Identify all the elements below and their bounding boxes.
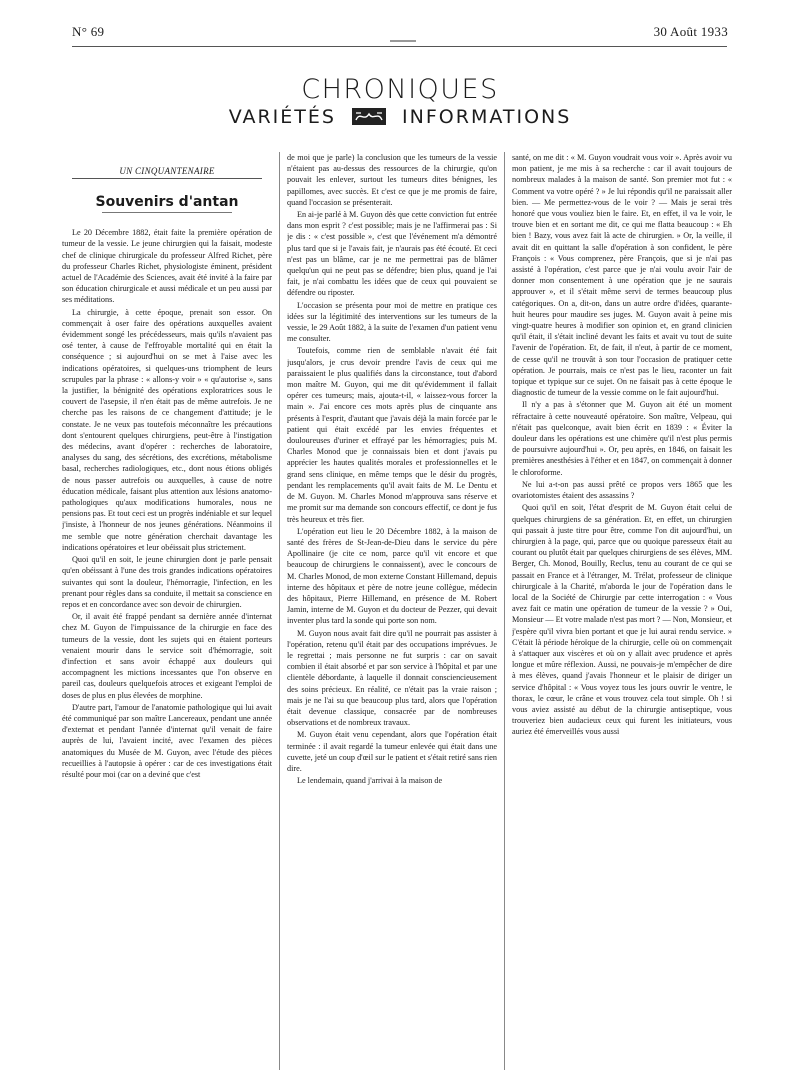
paragraph: Ne lui a-t-on pas aussi prêté ce propos vers 1865 que les ovariotomistes étaient des assassins ?: [512, 479, 732, 501]
masthead-subtitle-right: INFORMATIONS: [402, 106, 572, 128]
paragraph: L'opération eut lieu le 20 Décembre 1882, à la maison de santé des frères de St-Jean-de-Dieu dans le service du père Apollinaire (je cite ce nom, parce qu'il vit encore et que beaucoup de chirurgiens le connaissent), avec le concours de M. Charles Monod, de mon externe Constant Hillemand, depuis interne des hôpitaux et père de notre jeune collègue, médecin des hôpitaux, Pierre Hillemand, en présence de M. Robert Jamin, interne de M. Guyon et du docteur de Pezzer, qui devait inventer plus tard la sonde qui porte son nom.: [287, 526, 497, 626]
column-divider: [279, 152, 280, 1070]
paragraph: Or, il avait été frappé pendant sa dernière année d'internat chez M. Guyon de l'impuissance de la chirurgie en face des tumeurs de la vessie, dont les sujets qui en étaient porteurs venaient mourir dans le service soit d'hémorragie, soit d'infection et sans avoir échappé aux douleurs qui accompagnent les mictions incessantes que l'on observe en pareil cas, douleurs quelquefois atroces et exigeant l'emploi de doses de plus en plus élevées de morphine.: [62, 612, 272, 700]
paragraph: Toutefois, comme rien de semblable n'avait été fait jusqu'alors, je crus devoir prendre l'avis de ceux qui me paraissaient le plus qualifiés dans la circonstance, tout d'abord mon maître M. Guyon, qui me dit qu'évidemment il fallait opérer ces tumeurs; mais, ajouta-t-il, « laissez-vous forcer la main ». J'ai encore ces mots après plus de cinquante ans présents à l'esprit, d'autant que j'avais déjà la main forcée par le patient qui était excédé par les envies fréquentes et douloureuses d'uriner et effrayé par les hémorragies; puis M. Charles Monod que je connaissais bien et dont j'avais pu apprécier les hautes qualités morales et professionnelles et le grand sens clinique, en même temps que le désir du progrès, pendant les remplacements qu'il avait faits de M. Le Dentu et de M. Guyon. M. Charles Monod m'approuva sans réserve et me promit sur ma demande son concours effectif, ce dont je fus très heureux et très fier.: [287, 346, 497, 524]
section-rule: [72, 178, 262, 179]
paragraph: M. Guyon nous avait fait dire qu'il ne pourrait pas assister à l'opération, retenu qu'il était par des occupations imprévues. Je le regrettai ; mais personne ne fut surpris : car on savait combien il était absorbé et par son service à l'hôpital et par une clientèle débordante, à laquelle il donnait consciencieusement des soins précieux. En réalité, ce n'était pas la vraie raison ; mais je ne l'ai su que beaucoup plus tard, alors que l'opération était devenue classique, consacrée par de nombreuses observations et de nombreux travaux.: [287, 628, 497, 728]
masthead-subtitle: [0, 106, 800, 128]
top-ornament-dash: [390, 40, 416, 42]
paragraph: La chirurgie, à cette époque, prenait son essor. On commençait à oser faire des opérations auxquelles avaient évidemment songé les précédesseurs, mais qu'ils n'avaient pas osé tenter, à cause de l'effroyable mortalité qui en était la conséquence ; si aujourd'hui on se met à l'aise avec les indications opératoires, si quelques-uns triomphent de leurs scrupules par la phrase : « allons-y voir » « qu'autorise », sans la justifier, la bénignité des opérations exploratrices sous le couvert de l'asepsie, il n'en était pas de même autrefois. Je ne cherche pas les raisons de ce changement d'attitude; je le constate. Je ne veux pas toutefois méconnaître les précautions dont s'entourent quelques chirurgiens, peut-être à l'instigation des médecins, avant d'opérer : recherches de laboratoire, analyses du sang, des sécrétions, des excrétions, métabolisme basal, recherches radiologiques, etc., dont nous étions obligés de nous passer autrefois ou auxquelles, à cause de notre éducation médicale, faisant plus attention aux lésions anatomo-pathologiques qu'aux modifications humorales, nous ne pensions pas. Et tout ceci est un progrès indéniable et sur lequel j'insiste, à l'honneur de nos jeunes générations. Néanmoins il me semble que notre génération cherchait davantage les indications opératoires et leur obéissait plus strictement.: [62, 307, 272, 552]
article-title: Souvenirs d'antan: [95, 194, 239, 211]
paragraph: L'occasion se présenta pour moi de mettre en pratique ces idées sur la légitimité des interventions sur les tumeurs de la vessie, le 29 Août 1882, à la suite de l'examen d'un patient venu me consulter.: [287, 300, 497, 344]
paragraph: de moi que je parle) la conclusion que les tumeurs de la vessie n'étaient pas au-dessus des ressources de la chirurgie, qu'on pouvait les enlever, surtout les tumeurs dites bénignes, les papillomes, avec succès. Et c'est ce que je me promis de faire, quand l'occasion se présenterait.: [287, 153, 497, 207]
column-3: [512, 152, 732, 1070]
paragraph: Quoi qu'il en soit, le jeune chirurgien dont je parle pensait qu'en obéissant à l'une des trois grandes indications opératoires suivantes qui sont la douleur, l'hémorragie, l'infection, en les prenant pour règles dans sa conduite, il mettait sa conscience en repos et en concordance avec son devoir de chirurgien.: [62, 555, 272, 609]
paragraph: D'autre part, l'amour de l'anatomie pathologique qui lui avait été communiqué par son maître Lancereaux, pendant une année d'externat et pendant l'année d'internat qu'il venait de faire auprès de lui, l'avaient incité, avec l'examen des pièces anatomiques du Musée de M. Guyon, avec l'étude des pièces recueillies à l'autopsie à opérer : car de ces investigations était résulté pour moi (car on a deviné que c'est: [62, 702, 272, 779]
section-heading: UN CINQUANTENAIRE: [119, 166, 215, 176]
paragraph: M. Guyon était venu cependant, alors que l'opération était terminée : il avait regardé la tumeur enlevée qui était dans une cuvette, jeté un coup d'œil sur le patient et s'était retiré sans rien dire.: [287, 730, 497, 773]
header-rule: [72, 46, 727, 47]
paragraph: santé, on me dit : « M. Guyon voudrait vous voir ». Après avoir vu mon patient, je me mis à sa recherche : car il avait toujours de nombreux malades à la maison de santé. Son premier mot fut : « Comment va votre opéré ? » Je lui répondis qu'il ne paraissait aller bien. — Me permettez-vous de le voir ? — Mais je serai très honoré que vous vouliez bien le faire. Et, en effet, il va le voir, le trouve bien et en sortant me dit, ce qui me flatta beaucoup : « Eh bien ! Bazy, vous avez fait là acte de chirurgien. » Or, la veille, il avait dit en quittant la salle d'opération à son confident, le père François : « Vous comprenez, père François, que si je n'ai pas assisté à l'opération, c'est parce que je n'ai voulu avoir l'air de donner mon consentement à une opération que je ne saurais approuver », et il s'était même servi de termes beaucoup plus catégoriques. On a, dit-on, dans un autre ordre d'idées, quarante-huit heures pour maudire ses juges. M. Guyon avait à peine mis vingt-quatre heures à modifier son opinion et, en grand clinicien qu'il était, il s'était incliné devant les faits et avait vu tout de suite l'avenir de l'opération. Et, de fait, il n'eut, à partir de ce moment, de cesse qu'il ne trouvât à son tour l'occasion de pratiquer cette opération. Je pourrais, mais ce n'est pas le lieu, raconter un fait topique et typique sur ce sujet. On ne faisait pas à cette époque le diagnostic de tumeur de la vessie comme on le fait aujourd'hui.: [512, 153, 732, 398]
paragraph: En ai-je parlé à M. Guyon dès que cette conviction fut entrée dans mon esprit ? c'est possible; mais je ne l'affirmerai pas : Si je dis : « c'est possible », c'est que l'événement m'a démontré plus tard que si je l'avais fait, je n'aurais pas été écouté. Et ceci n'est pas un blâme, car je ne me permettrai pas de blâmer quelqu'un qui ne peut pas se défendre; bien plus, quand je l'ai fait, je n'ai combattu les idées que de ceux qui pouvaient se défendre ou riposter.: [287, 210, 497, 298]
title-rule: [102, 212, 232, 213]
paragraph: Il n'y a pas à s'étonner que M. Guyon ait été un moment réfractaire à cette nouveauté opératoire. Son maître, Velpeau, qui n'était pas quelconque, avait bien écrit en 1839 : « Éviter la douleur dans les opérations est une chimère qu'il n'est plus permis de poursuivre aujourd'hui ». Or, peu après, en 1846, on faisait les premières anesthésies à l'éther et en 1847, on commençait à donner le chloroforme.: [512, 400, 732, 477]
masthead-subtitle-left: VARIÉTÉS: [228, 106, 336, 128]
ornament-icon: [352, 108, 386, 125]
paragraph: Quoi qu'il en soit, l'état d'esprit de M. Guyon était celui de quelques chirurgiens de sa génération. Et, en effet, un chirurgien qui passait à juste titre pour être, comme l'on dit aujourd'hui, un chirurgien à la page, qui, parce que ou quoique paresseux était au courant ou plutôt était par quelques chirurgiens de ses élèves, MM. Berger, Ch. Monod, Bouilly, Reclus, tenu au courant de ce qui se passait en France et à l'étranger, M. Trélat, professeur de clinique chirurgicale à la Charité, m'aborda le jour de l'opération dans le local de la Société de Chirurgie par cette interrogation : « Vous avez fait ce matin une opération de tumeur de la vessie ? » Oui, Monsieur — Et votre malade n'est pas mort ? — Non, Monsieur, et j'espère qu'il vivra bien portant et que je lui aurai rendu service. » C'était là période héroïque de la chirurgie, celle où on commençait à s'attaquer aux viscères et où on y allait avec prudence et après longue et mûre réflexion. Aussi, ne pouvais-je m'empêcher de dire à mes élèves, quand j'avais l'honneur et le plaisir de diriger un service d'hôpital : « Vous voyez tous les jours ouvrir le ventre, le thorax, le cœur, le crâne et vous trouvez cela tout simple. Oh ! si vous aviez assisté au début de la chirurgie antiseptique, vous trouveriez bien audacieux ceux qui furent les initiateurs, vous auriez été émerveillés vous aussi: [512, 503, 732, 737]
column-1: [62, 166, 272, 1070]
column-divider: [504, 152, 505, 1070]
paragraph: Le 20 Décembre 1882, était faite la première opération de tumeur de la vessie. Le jeune chirurgien qui la faisait, modeste chef de clinique chirurgicale du professeur Alfred Richet, père du professeur Charles Richet, physiologiste éminent, président actuel de l'Académie des Sciences, avait été invité à la faire par son éducation chirurgicale et aussi médicale et un peu aussi par ses méditations.: [62, 228, 272, 305]
issue-number: N° 69: [72, 24, 105, 39]
paragraph: Le lendemain, quand j'arrivai à la maison de: [297, 776, 443, 786]
issue-date: 30 Août 1933: [653, 24, 728, 39]
masthead-title: CHRONIQUES: [301, 74, 499, 105]
column-2: [287, 152, 497, 1070]
